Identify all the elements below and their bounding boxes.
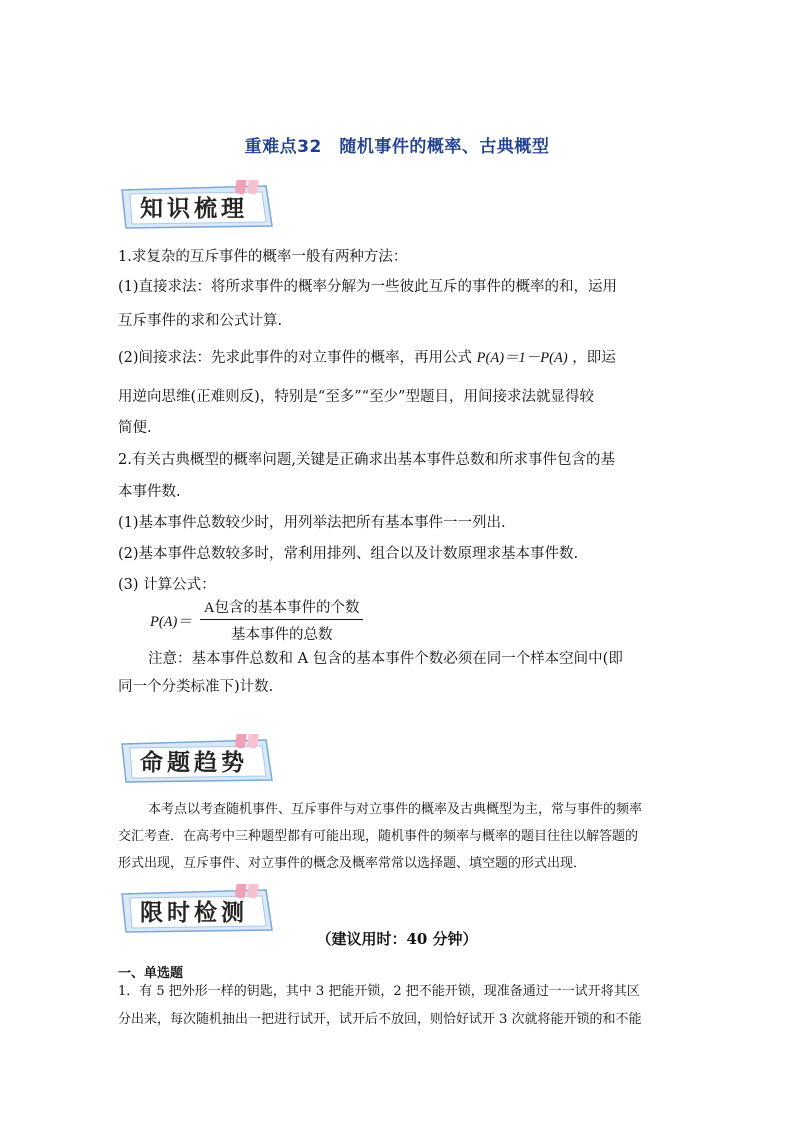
question-1a: 1．有 5 把外形一样的钥匙，其中 3 把能开锁，2 把不能开锁，现准备通过一一试开将其区 bbox=[118, 984, 640, 999]
knowledge-note-a: 注意：基本事件总数和 A 包含的基本事件个数必须在同一个样本空间中(即 bbox=[148, 651, 623, 667]
banner-trend bbox=[116, 734, 278, 786]
knowledge-p7: (3) 计算公式： bbox=[118, 577, 216, 593]
knowledge-p3a-pre: (2)间接求法：先求此事件的对立事件的概率，再用公式 bbox=[118, 350, 473, 366]
knowledge-p3b: 用逆向思维(正难则反)，特别是“至多”“至少”型题目，用间接求法就显得较 bbox=[118, 389, 594, 405]
probability-formula bbox=[150, 596, 410, 644]
time-hint: （建议用时：40 分钟） bbox=[316, 930, 478, 948]
knowledge-p1: 1.求复杂的互斥事件的概率一般有两种方法： bbox=[118, 249, 408, 265]
page-title: 重难点32 随机事件的概率、古典概型 bbox=[244, 137, 550, 157]
formula-numerator: A包含的基本事件的个数 bbox=[200, 596, 363, 620]
banner-knowledge bbox=[116, 180, 278, 232]
knowledge-p2b: 互斥事件的求和公式计算. bbox=[118, 313, 283, 329]
knowledge-p3a bbox=[118, 348, 616, 368]
question-1b: 分出来，每次随机抽出一把进行试开，试开后不放回，则恰好试开 3 次就将能开锁的和不能 bbox=[118, 1012, 642, 1027]
complement-formula: P(A)＝1－P(A) bbox=[476, 350, 568, 366]
banner-trend-label: 命题趋势 bbox=[140, 749, 248, 776]
knowledge-p4a: 2.有关古典概型的概率问题,关键是正确求出基本事件总数和所求事件包含的基 bbox=[118, 452, 615, 468]
trend-b: 交汇考查．在高考中三种题型都有可能出现，随机事件的频率与概率的题目往往以解答题的 bbox=[118, 829, 639, 844]
banner-knowledge-label: 知识梳理 bbox=[140, 195, 248, 222]
knowledge-note-b: 同一个分类标准下)计数. bbox=[118, 679, 274, 695]
trend-a: 本考点以考查随机事件、互斥事件与对立事件的概率及古典概型为主，常与事件的频率 bbox=[148, 802, 643, 817]
knowledge-p5: (1)基本事件总数较少时，用列举法把所有基本事件一一列出. bbox=[118, 515, 506, 531]
banner-test-label: 限时检测 bbox=[140, 899, 248, 926]
formula-lhs: P(A)＝ bbox=[150, 614, 192, 630]
knowledge-p4b: 本事件数. bbox=[118, 484, 181, 500]
knowledge-p3a-post: ，即运 bbox=[572, 350, 616, 366]
formula-fraction bbox=[200, 596, 363, 644]
knowledge-p6: (2)基本事件总数较多时，常利用排列、组合以及计数原理求基本事件数. bbox=[118, 546, 579, 562]
trend-c: 形式出现，互斥事件、对立事件的概念及概率常常以选择题、填空题的形式出现． bbox=[118, 856, 587, 871]
section-heading: 一、单选题 bbox=[118, 966, 184, 981]
knowledge-p3c: 简便. bbox=[118, 420, 152, 436]
knowledge-p2a: (1)直接求法：将所求事件的概率分解为一些彼此互斥的事件的概率的和，运用 bbox=[118, 279, 618, 295]
formula-denominator: 基本事件的总数 bbox=[230, 627, 333, 643]
